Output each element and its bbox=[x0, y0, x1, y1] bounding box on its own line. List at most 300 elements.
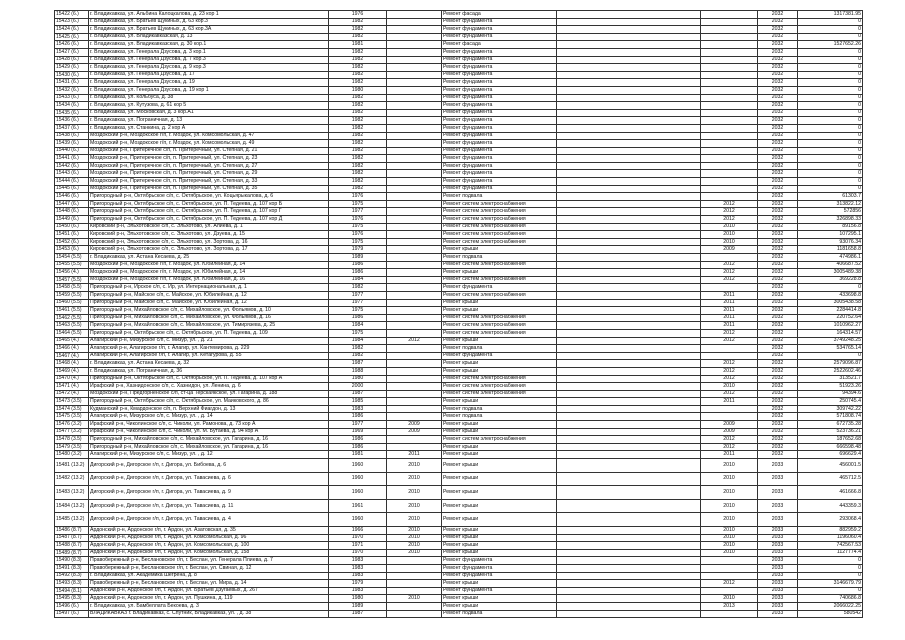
row-id-cell: 15477 (3.2) bbox=[55, 428, 89, 436]
blank-cell bbox=[557, 117, 701, 125]
repair-year-cell bbox=[701, 345, 758, 353]
table-row bbox=[55, 513, 863, 527]
row-id-cell: 15479 (3.5) bbox=[55, 443, 89, 451]
table-row bbox=[55, 193, 863, 201]
address-cell: г. Владикавказ, ул. Генерала Дзусова, д. 19 bbox=[89, 79, 329, 87]
row-id-cell: 15465 (4.) bbox=[55, 337, 89, 345]
work-type-cell: Ремонт крыши bbox=[442, 269, 557, 277]
repair-year-cell: 2011 bbox=[701, 299, 758, 307]
plan-year-cell: 2032 bbox=[758, 56, 798, 64]
blank-cell bbox=[557, 254, 701, 262]
address-cell: Кировский р-н, Эльхотовское с/п, с. Эльхотово, ул. Дзуева, д. 15 bbox=[89, 231, 329, 239]
cost-cell: 572856 bbox=[798, 208, 863, 216]
row-id-cell: 15439 (6.) bbox=[55, 140, 89, 148]
row-id-cell: 15472 (4.) bbox=[55, 390, 89, 398]
work-type-cell: Ремонт систем электроснабжения bbox=[442, 390, 557, 398]
row-id-cell: 15425 (6.) bbox=[55, 33, 89, 41]
work-type-cell: Ремонт фундамента bbox=[442, 140, 557, 148]
address-cell: Пригородный р-н, Ирское с/п, с. Ир, ул. Интернациональная, д. 1 bbox=[89, 284, 329, 292]
plan-year-cell: 2032 bbox=[758, 261, 798, 269]
address-cell: Кировский р-н, Эльхотовское с/п, с. Эльхотово, ул. Алиева, д. 1 bbox=[89, 223, 329, 231]
repair-year-cell: 2012 bbox=[701, 208, 758, 216]
last-repair-year-cell bbox=[387, 314, 442, 322]
work-type-cell: Ремонт крыши bbox=[442, 499, 557, 513]
blank-cell bbox=[557, 375, 701, 383]
blank-cell bbox=[557, 18, 701, 26]
table-row bbox=[55, 337, 863, 345]
last-repair-year-cell bbox=[387, 352, 442, 360]
address-cell: г. Владикавказ, ул. Альбина Калоцкалова, д. 23 кор 1 bbox=[89, 11, 329, 19]
cost-cell: 89156.8 bbox=[798, 223, 863, 231]
last-repair-year-cell: 2010 bbox=[387, 542, 442, 550]
work-type-cell: Ремонт фундамента bbox=[442, 564, 557, 572]
blank-cell bbox=[557, 527, 701, 535]
year-built-cell: 1984 bbox=[329, 337, 387, 345]
repair-year-cell bbox=[701, 193, 758, 201]
blank-cell bbox=[557, 86, 701, 94]
plan-year-cell: 2032 bbox=[758, 451, 798, 459]
address-cell: г. Владикавказ, ул. Кольбуса, д. 38 bbox=[89, 94, 329, 102]
table-row bbox=[55, 18, 863, 26]
last-repair-year-cell bbox=[387, 390, 442, 398]
year-built-cell: 1982 bbox=[329, 79, 387, 87]
blank-cell bbox=[557, 610, 701, 618]
table-row bbox=[55, 109, 863, 117]
address-cell: ВЛАДИКАВКАЗ г. Владикавказ, с. Спутник, Владикавказ, ул. , д. 38 bbox=[89, 610, 329, 618]
row-id-cell: 15487 (8.7) bbox=[55, 534, 89, 542]
work-type-cell: Ремонт фундамента bbox=[442, 155, 557, 163]
work-type-cell: Ремонт фундамента bbox=[442, 48, 557, 56]
address-cell: г. Владикавказ, ул. Владикавказская, д. 13 bbox=[89, 33, 329, 41]
address-cell: Кудманский р-н, Кмардонское с/п, п. Верхний Фиагдон, д. 13 bbox=[89, 405, 329, 413]
cost-cell: 0 bbox=[798, 170, 863, 178]
work-type-cell: Ремонт подвала bbox=[442, 254, 557, 262]
year-built-cell: 1986 bbox=[329, 261, 387, 269]
address-cell: Пригородный р-н, Михайловское с/п, с. Михайловское, ул. Фольямов, д. 10 bbox=[89, 307, 329, 315]
repair-year-cell: 2011 bbox=[701, 451, 758, 459]
table-row bbox=[55, 185, 863, 193]
cost-cell: 3005489.38 bbox=[798, 269, 863, 277]
cost-cell: 1527652.26 bbox=[798, 41, 863, 49]
work-type-cell: Ремонт фундамента bbox=[442, 64, 557, 72]
cost-cell: 0 bbox=[798, 185, 863, 193]
work-type-cell: Ремонт крыши bbox=[442, 486, 557, 500]
work-type-cell: Ремонт крыши bbox=[442, 398, 557, 406]
last-repair-year-cell bbox=[387, 162, 442, 170]
year-built-cell: 1982 bbox=[329, 33, 387, 41]
table-row bbox=[55, 155, 863, 163]
plan-year-cell: 2033 bbox=[758, 602, 798, 610]
repair-year-cell: 2011 bbox=[701, 322, 758, 330]
cost-cell: 313822.12 bbox=[798, 200, 863, 208]
blank-cell bbox=[557, 200, 701, 208]
row-id-cell: 15435 (6.) bbox=[55, 109, 89, 117]
year-built-cell: 1982 bbox=[329, 117, 387, 125]
cost-cell: 61303.7 bbox=[798, 193, 863, 201]
address-cell: г. Владикавказ, ул. Пограничная, д. 13 bbox=[89, 117, 329, 125]
plan-year-cell: 2032 bbox=[758, 193, 798, 201]
row-id-cell: 15471 (4.) bbox=[55, 383, 89, 391]
row-id-cell: 15446 (6.) bbox=[55, 193, 89, 201]
repair-year-cell bbox=[701, 140, 758, 148]
row-id-cell: 15485 (13.2) bbox=[55, 513, 89, 527]
plan-year-cell: 2032 bbox=[758, 254, 798, 262]
plan-year-cell: 2033 bbox=[758, 472, 798, 486]
table-row bbox=[55, 580, 863, 588]
last-repair-year-cell bbox=[387, 231, 442, 239]
row-id-cell: 15492 (8.3) bbox=[55, 572, 89, 580]
year-built-cell: 2000 bbox=[329, 383, 387, 391]
plan-year-cell: 2032 bbox=[758, 428, 798, 436]
table-row bbox=[55, 26, 863, 34]
plan-year-cell: 2033 bbox=[758, 580, 798, 588]
table-row bbox=[55, 405, 863, 413]
last-repair-year-cell bbox=[387, 398, 442, 406]
repair-year-cell: 2012 bbox=[701, 337, 758, 345]
year-built-cell: 1977 bbox=[329, 208, 387, 216]
repair-year-cell bbox=[701, 109, 758, 117]
blank-cell bbox=[557, 124, 701, 132]
blank-cell bbox=[557, 564, 701, 572]
repair-register-table bbox=[54, 10, 863, 618]
table-row bbox=[55, 64, 863, 72]
last-repair-year-cell bbox=[387, 41, 442, 49]
year-built-cell: 1982 bbox=[329, 71, 387, 79]
year-built-cell: 1975 bbox=[329, 238, 387, 246]
year-built-cell: 1981 bbox=[329, 41, 387, 49]
cost-cell: 571808.74 bbox=[798, 413, 863, 421]
repair-year-cell: 2010 bbox=[701, 472, 758, 486]
plan-year-cell: 2033 bbox=[758, 587, 798, 595]
row-id-cell: 15459 (5.5) bbox=[55, 291, 89, 299]
work-type-cell: Ремонт фундамента bbox=[442, 18, 557, 26]
blank-cell bbox=[557, 534, 701, 542]
last-repair-year-cell bbox=[387, 117, 442, 125]
row-id-cell: 15455 (5.5) bbox=[55, 261, 89, 269]
table-row bbox=[55, 375, 863, 383]
repair-year-cell bbox=[701, 185, 758, 193]
blank-cell bbox=[557, 291, 701, 299]
row-id-cell: 15441 (6.) bbox=[55, 155, 89, 163]
row-id-cell: 15423 (6.) bbox=[55, 18, 89, 26]
cost-cell: 2066022.25 bbox=[798, 602, 863, 610]
plan-year-cell: 2032 bbox=[758, 352, 798, 360]
blank-cell bbox=[557, 299, 701, 307]
work-type-cell: Ремонт фундамента bbox=[442, 94, 557, 102]
cost-cell: 293068.4 bbox=[798, 513, 863, 527]
address-cell: Ирафский р-н, Чиколинское с/п, с. Чиколи, ул. М. Бутаева, д. 94 кор А bbox=[89, 428, 329, 436]
blank-cell bbox=[557, 602, 701, 610]
year-built-cell: 1987 bbox=[329, 360, 387, 368]
blank-cell bbox=[557, 451, 701, 459]
repair-year-cell bbox=[701, 413, 758, 421]
plan-year-cell: 2032 bbox=[758, 375, 798, 383]
address-cell: г. Владикавказ, ул. Московская, д. 3 кор.А1 bbox=[89, 109, 329, 117]
row-id-cell: 15429 (6.) bbox=[55, 64, 89, 72]
year-built-cell: 1982 bbox=[329, 109, 387, 117]
cost-cell: 0 bbox=[798, 178, 863, 186]
table-row bbox=[55, 41, 863, 49]
blank-cell bbox=[557, 345, 701, 353]
blank-cell bbox=[557, 486, 701, 500]
repair-year-cell bbox=[701, 162, 758, 170]
blank-cell bbox=[557, 216, 701, 224]
cost-cell: 0 bbox=[798, 56, 863, 64]
last-repair-year-cell bbox=[387, 329, 442, 337]
row-id-cell: 15447 (6.) bbox=[55, 200, 89, 208]
year-built-cell: 1969 bbox=[329, 428, 387, 436]
blank-cell bbox=[557, 443, 701, 451]
last-repair-year-cell bbox=[387, 109, 442, 117]
plan-year-cell: 2033 bbox=[758, 527, 798, 535]
table-row bbox=[55, 390, 863, 398]
plan-year-cell: 2033 bbox=[758, 549, 798, 557]
repair-year-cell: 2012 bbox=[701, 216, 758, 224]
cost-cell: 0 bbox=[798, 564, 863, 572]
cost-cell: 1317381.95 bbox=[798, 11, 863, 19]
year-built-cell: 1984 bbox=[329, 322, 387, 330]
year-built-cell: 1976 bbox=[329, 231, 387, 239]
table-row bbox=[55, 208, 863, 216]
plan-year-cell: 2032 bbox=[758, 443, 798, 451]
work-type-cell: Ремонт фундамента bbox=[442, 71, 557, 79]
cost-cell: 2579096.87 bbox=[798, 360, 863, 368]
year-built-cell: 1982 bbox=[329, 132, 387, 140]
table-row bbox=[55, 345, 863, 353]
row-id-cell: 15478 (3.5) bbox=[55, 436, 89, 444]
table-row bbox=[55, 314, 863, 322]
work-type-cell: Ремонт фундамента bbox=[442, 79, 557, 87]
address-cell: Алагирский р-н, Мизурское с/п, с. Мизур, ул. , д. 12 bbox=[89, 451, 329, 459]
table-row bbox=[55, 254, 863, 262]
row-id-cell: 15445 (6.) bbox=[55, 185, 89, 193]
blank-cell bbox=[557, 109, 701, 117]
year-built-cell: 1976 bbox=[329, 216, 387, 224]
address-cell: г. Владикавказ, ул. Астана Кесаева, д. 32 bbox=[89, 360, 329, 368]
last-repair-year-cell: 2011 bbox=[387, 451, 442, 459]
address-cell: Дигорский р-н, Дигорское г/п, г. Дигора, ул. Тавасиева, д. 4 bbox=[89, 513, 329, 527]
repair-year-cell: 2009 bbox=[701, 421, 758, 429]
plan-year-cell: 2032 bbox=[758, 178, 798, 186]
table-row bbox=[55, 147, 863, 155]
plan-year-cell: 2033 bbox=[758, 572, 798, 580]
cost-cell: 696629.4 bbox=[798, 451, 863, 459]
table-row bbox=[55, 178, 863, 186]
repair-year-cell bbox=[701, 155, 758, 163]
work-type-cell: Ремонт фасада bbox=[442, 41, 557, 49]
row-id-cell: 15434 (6.) bbox=[55, 102, 89, 110]
cost-cell: 1127774.4 bbox=[798, 549, 863, 557]
row-id-cell: 15452 (6.) bbox=[55, 238, 89, 246]
last-repair-year-cell bbox=[387, 254, 442, 262]
last-repair-year-cell bbox=[387, 155, 442, 163]
last-repair-year-cell bbox=[387, 124, 442, 132]
year-built-cell: 1982 bbox=[329, 185, 387, 193]
repair-year-cell: 2012 bbox=[701, 390, 758, 398]
row-id-cell: 15458 (5.5) bbox=[55, 284, 89, 292]
repair-year-cell bbox=[701, 33, 758, 41]
work-type-cell: Ремонт подвала bbox=[442, 193, 557, 201]
address-cell: Пригородный р-н, Октябрьское с/п, с. Октябрьское, ул. Маиковского, д. 86 bbox=[89, 398, 329, 406]
plan-year-cell: 2032 bbox=[758, 147, 798, 155]
last-repair-year-cell bbox=[387, 33, 442, 41]
cost-cell: 250745.4 bbox=[798, 398, 863, 406]
year-built-cell: 1982 bbox=[329, 345, 387, 353]
table-row bbox=[55, 602, 863, 610]
last-repair-year-cell bbox=[387, 580, 442, 588]
blank-cell bbox=[557, 499, 701, 513]
cost-cell: 51923.26 bbox=[798, 383, 863, 391]
last-repair-year-cell bbox=[387, 18, 442, 26]
address-cell: г. Владикавказ, ул. Генерала Дзусова, д. 19 кор 1 bbox=[89, 86, 329, 94]
table-row bbox=[55, 587, 863, 595]
cost-cell: 2284414.8 bbox=[798, 307, 863, 315]
row-id-cell: 15481 (13.2) bbox=[55, 459, 89, 473]
work-type-cell: Ремонт крыши bbox=[442, 246, 557, 254]
last-repair-year-cell bbox=[387, 132, 442, 140]
table-row bbox=[55, 170, 863, 178]
plan-year-cell: 2032 bbox=[758, 360, 798, 368]
last-repair-year-cell bbox=[387, 610, 442, 618]
plan-year-cell: 2032 bbox=[758, 48, 798, 56]
last-repair-year-cell bbox=[387, 284, 442, 292]
cost-cell: 0 bbox=[798, 124, 863, 132]
plan-year-cell: 2032 bbox=[758, 307, 798, 315]
row-id-cell: 15484 (13.2) bbox=[55, 499, 89, 513]
row-id-cell: 15490 (8.3) bbox=[55, 557, 89, 565]
cost-cell: 309742.22 bbox=[798, 405, 863, 413]
year-built-cell: 1975 bbox=[329, 329, 387, 337]
row-id-cell: 15422 (6.) bbox=[55, 11, 89, 19]
last-repair-year-cell bbox=[387, 291, 442, 299]
table-row bbox=[55, 360, 863, 368]
address-cell: Пригородный р-н, Октябрьское с/п, с. Октябрьское, ул. П. Тедеева, д. 107 кор Д bbox=[89, 216, 329, 224]
address-cell: Ирафский р-н, Чиколинское с/п, с. Чиколи, ул. Рамонова, д. 73 кор А bbox=[89, 421, 329, 429]
plan-year-cell: 2032 bbox=[758, 223, 798, 231]
table-row bbox=[55, 542, 863, 550]
address-cell: г. Владикавказ, ул. Генерала Дзусова, д. 3 кор.1 bbox=[89, 48, 329, 56]
work-type-cell: Ремонт систем электроснабжения bbox=[442, 375, 557, 383]
last-repair-year-cell: 2010 bbox=[387, 486, 442, 500]
plan-year-cell: 2032 bbox=[758, 79, 798, 87]
year-built-cell: 1982 bbox=[329, 94, 387, 102]
year-built-cell: 1982 bbox=[329, 170, 387, 178]
work-type-cell: Ремонт фундамента bbox=[442, 132, 557, 140]
blank-cell bbox=[557, 421, 701, 429]
repair-year-cell bbox=[701, 117, 758, 125]
row-id-cell: 15480 (3.2) bbox=[55, 451, 89, 459]
work-type-cell: Ремонт крыши bbox=[442, 421, 557, 429]
row-id-cell: 15460 (5.5) bbox=[55, 299, 89, 307]
blank-cell bbox=[557, 549, 701, 557]
repair-year-cell: 2012 bbox=[701, 436, 758, 444]
blank-cell bbox=[557, 269, 701, 277]
blank-cell bbox=[557, 595, 701, 603]
plan-year-cell: 2032 bbox=[758, 86, 798, 94]
year-built-cell: 1986 bbox=[329, 443, 387, 451]
cost-cell: 406687.52 bbox=[798, 261, 863, 269]
row-id-cell: 15450 (6.) bbox=[55, 223, 89, 231]
repair-year-cell bbox=[701, 132, 758, 140]
plan-year-cell: 2033 bbox=[758, 564, 798, 572]
table-row bbox=[55, 383, 863, 391]
cost-cell: 474986.1 bbox=[798, 254, 863, 262]
repair-year-cell: 2010 bbox=[701, 486, 758, 500]
cost-cell: 0 bbox=[798, 557, 863, 565]
plan-year-cell: 2032 bbox=[758, 216, 798, 224]
blank-cell bbox=[557, 276, 701, 284]
address-cell: Пригородный р-н, Михайловское с/п, с. Михайловское, ул. Гагарина, д. 16 bbox=[89, 443, 329, 451]
work-type-cell: Ремонт фундамента bbox=[442, 557, 557, 565]
last-repair-year-cell bbox=[387, 413, 442, 421]
blank-cell bbox=[557, 472, 701, 486]
work-type-cell: Ремонт систем электроснабжения bbox=[442, 208, 557, 216]
address-cell: Пригородный р-н, Октябрьское с/п, с. Октябрьское, ул. П. Тедеева, д. 109 bbox=[89, 329, 329, 337]
address-cell: Моздокский р-н, Моздокское г/п, г. Моздок, ул. Комсомольская, д. 49 bbox=[89, 140, 329, 148]
table-row bbox=[55, 284, 863, 292]
last-repair-year-cell bbox=[387, 246, 442, 254]
blank-cell bbox=[557, 178, 701, 186]
address-cell: Моздокский р-н, Притеречное с/п, п. Притеречный, ул. Степная, д. 33 bbox=[89, 178, 329, 186]
work-type-cell: Ремонт крыши bbox=[442, 527, 557, 535]
work-type-cell: Ремонт крыши bbox=[442, 428, 557, 436]
work-type-cell: Ремонт подвала bbox=[442, 345, 557, 353]
table-row bbox=[55, 79, 863, 87]
address-cell: г. Владикавказ, ул. Пограничная, д. 36 bbox=[89, 367, 329, 375]
plan-year-cell: 2033 bbox=[758, 557, 798, 565]
year-built-cell: 1977 bbox=[329, 421, 387, 429]
blank-cell bbox=[557, 405, 701, 413]
row-id-cell: 15453 (6.) bbox=[55, 246, 89, 254]
last-repair-year-cell bbox=[387, 322, 442, 330]
last-repair-year-cell bbox=[387, 299, 442, 307]
last-repair-year-cell bbox=[387, 11, 442, 19]
plan-year-cell: 2032 bbox=[758, 124, 798, 132]
blank-cell bbox=[557, 413, 701, 421]
repair-year-cell bbox=[701, 18, 758, 26]
last-repair-year-cell bbox=[387, 147, 442, 155]
address-cell: Моздокский р-н, Моздокское г/п, г. Моздок, ул. Юбилейная, д. 14 bbox=[89, 269, 329, 277]
repair-year-cell bbox=[701, 94, 758, 102]
blank-cell bbox=[557, 11, 701, 19]
blank-cell bbox=[557, 41, 701, 49]
address-cell: Моздокский р-н, Предгорненское с/п, ст-ца Терскаякское, ул. Гагарина, д. 188 bbox=[89, 390, 329, 398]
blank-cell bbox=[557, 367, 701, 375]
cost-cell: 0 bbox=[798, 33, 863, 41]
row-id-cell: 15486 (8.7) bbox=[55, 527, 89, 535]
repair-year-cell: 2009 bbox=[701, 246, 758, 254]
last-repair-year-cell bbox=[387, 200, 442, 208]
year-built-cell: 1984 bbox=[329, 276, 387, 284]
row-id-cell: 15482 (13.2) bbox=[55, 472, 89, 486]
address-cell: г. Владикавказ, ул. Кутузова, д. 61 кор 5 bbox=[89, 102, 329, 110]
table-row bbox=[55, 124, 863, 132]
year-built-cell: 1982 bbox=[329, 155, 387, 163]
address-cell: Правобережный р-н, Беслановское г/п, г. Беслан, ул. Мира, д. 14 bbox=[89, 580, 329, 588]
year-built-cell: 1966 bbox=[329, 527, 387, 535]
address-cell: г. Владикавказ, ул. Генерала Дзусова, д. 7 кор.3 bbox=[89, 56, 329, 64]
year-built-cell: 1989 bbox=[329, 602, 387, 610]
year-built-cell: 1980 bbox=[329, 595, 387, 603]
table-row bbox=[55, 459, 863, 473]
address-cell: Дигорский р-н, Дигорское г/п, г. Дигора, ул. Бибоева, д. 6 bbox=[89, 459, 329, 473]
plan-year-cell: 2032 bbox=[758, 155, 798, 163]
blank-cell bbox=[557, 542, 701, 550]
last-repair-year-cell bbox=[387, 64, 442, 72]
last-repair-year-cell bbox=[387, 564, 442, 572]
work-type-cell: Ремонт крыши bbox=[442, 549, 557, 557]
address-cell: Ардонский р-н, Ардонское г/п, г. Ардон, ул. Азатовская, д. 35 bbox=[89, 527, 329, 535]
